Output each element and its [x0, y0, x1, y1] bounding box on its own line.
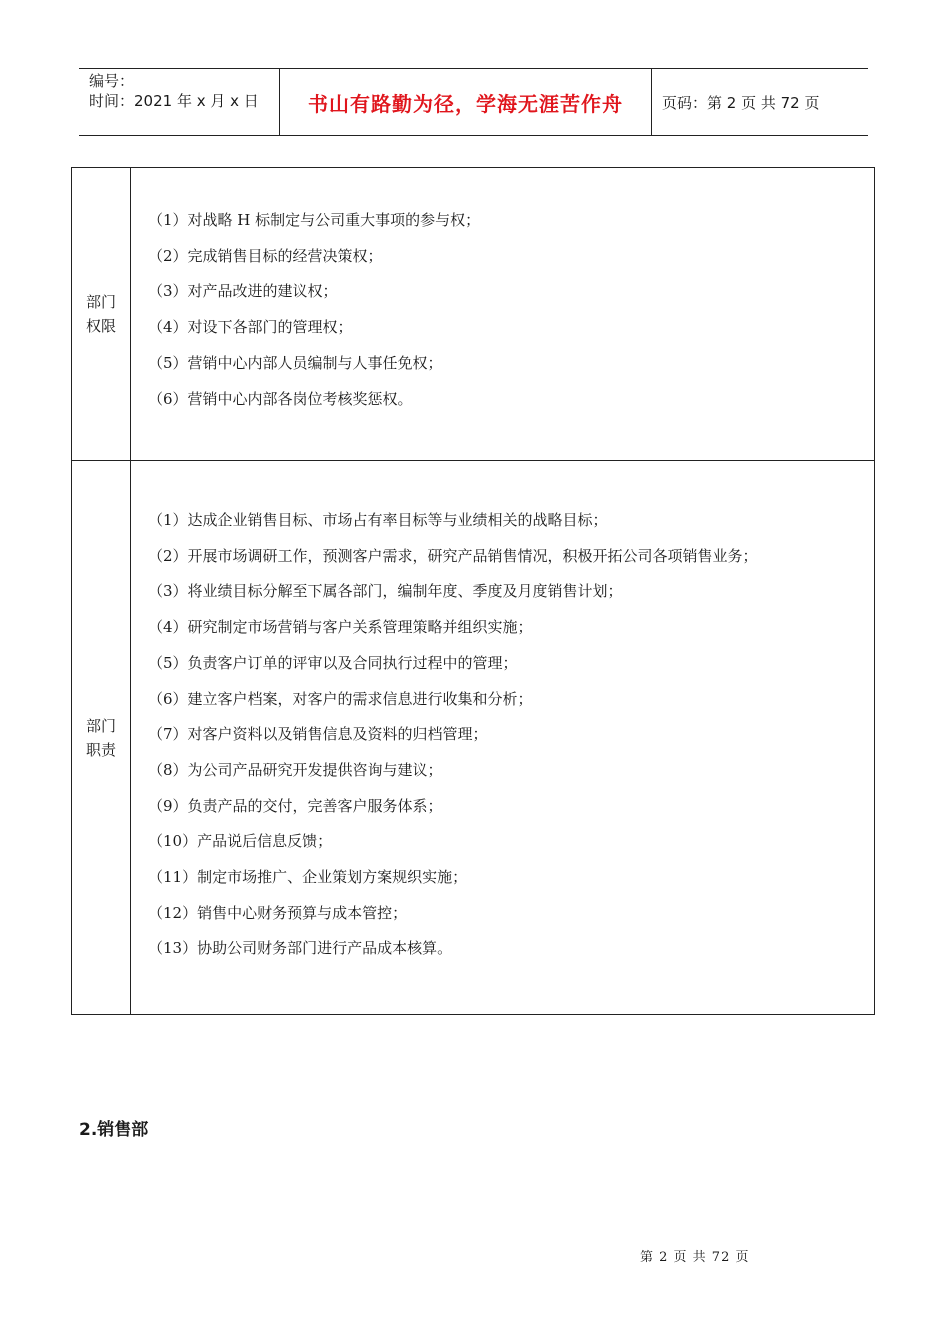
document-number-label: 编号：	[89, 72, 135, 90]
list-item: （6）营销中心内部各岗位考核奖惩权。	[148, 389, 413, 408]
header-page-info: 页码：第 2 页 共 72 页	[662, 93, 820, 112]
list-item: （1）达成企业销售目标、市场占有率目标等与业绩相关的战略目标；	[148, 511, 608, 529]
list-item: （7）对客户资料以及销售信息及资料的归档管理；	[148, 725, 488, 744]
list-item: （4）对设下各部门的管理权；	[148, 318, 353, 337]
list-item: （3）将业绩目标分解至下属各部门，编制年度、季度及月度销售计划；	[148, 582, 623, 601]
department-table	[71, 167, 875, 1015]
table-row-permissions	[72, 168, 874, 460]
list-item: （2）开展市场调研工作，预测客户需求，研究产品销售情况，积极开拓公司各项销售业务；	[148, 546, 758, 565]
list-item: （4）研究制定市场营销与客户关系管理策略并组织实施；	[148, 618, 533, 637]
permissions-label	[72, 168, 131, 460]
list-item: （11）制定市场推广、企业策划方案规织实施；	[148, 868, 468, 887]
duties-label-line2: 职责	[85, 740, 116, 759]
list-item: （2）完成销售目标的经营决策权；	[148, 246, 383, 265]
header-motto: 书山有路勤为径，学海无涯苦作舟	[280, 69, 652, 135]
duties-label	[72, 461, 131, 1014]
permissions-label-line1: 部门	[85, 293, 116, 311]
list-item: （5）负责客户订单的评审以及合同执行过程中的管理；	[148, 653, 518, 672]
document-time: 时间：2021 年 x 月 x 日	[89, 92, 259, 110]
list-item: （9）负责产品的交付，完善客户服务体系；	[148, 796, 443, 815]
list-item: （5）营销中心内部人员编制与人事任免权；	[148, 353, 443, 372]
duties-list	[131, 461, 874, 1014]
list-item: （8）为公司产品研究开发提供咨询与建议；	[148, 760, 443, 779]
list-item: （13）协助公司财务部门进行产品成本核算。	[148, 939, 453, 958]
list-item: （10）产品说后信息反馈；	[148, 832, 333, 851]
page-footer: 第 2 页 共 72 页	[640, 1250, 750, 1265]
list-item: （6）建立客户档案，对客户的需求信息进行收集和分析；	[148, 689, 533, 708]
permissions-label-line2: 权限	[85, 317, 116, 335]
duties-label-line1: 部门	[85, 716, 116, 735]
list-item: （12）销售中心财务预算与成本管控；	[148, 903, 408, 922]
permissions-list	[131, 168, 874, 460]
header-meta	[79, 69, 280, 135]
table-row-duties	[72, 460, 874, 1014]
list-item: （3）对产品改进的建议权；	[148, 282, 338, 301]
page-header	[79, 68, 868, 136]
list-item: （1）对战略 H 标制定与公司重大事项的参与权；	[148, 211, 481, 229]
section-title: 2.销售部	[79, 1120, 149, 1140]
